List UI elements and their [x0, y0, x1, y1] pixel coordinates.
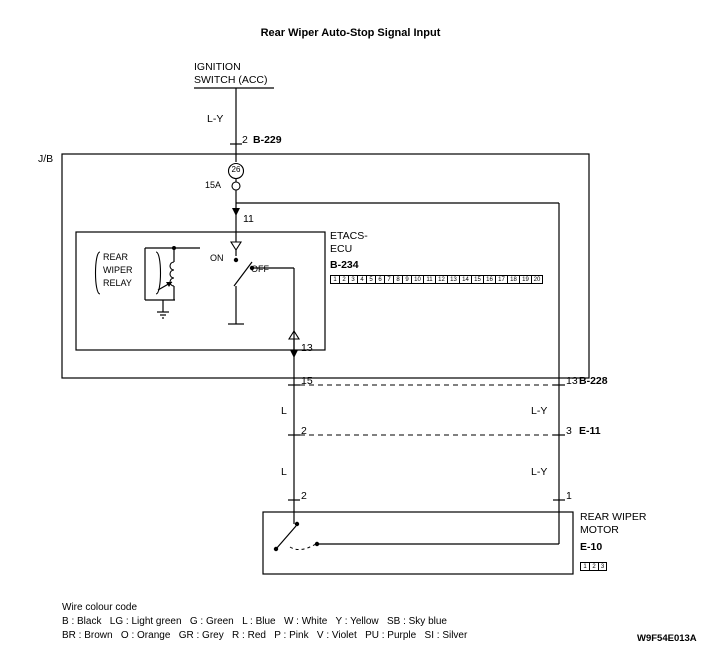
connector-pin: 17 [495, 275, 507, 284]
etacs-connector-label: B-234 [330, 259, 359, 271]
connector-pin: 5 [366, 275, 375, 284]
wire-label-l-2: L [281, 466, 287, 478]
junction-block-label: J/B [38, 153, 54, 165]
connector-pin: 11 [423, 275, 435, 284]
rear-wiper-motor-label-line2: MOTOR [580, 524, 619, 536]
connector-pin: 2 [339, 275, 348, 284]
pin-13-b228-label: 13 [566, 375, 578, 387]
connector-pin: 19 [519, 275, 531, 284]
rear-wiper-motor-label-line1: REAR WIPER [580, 511, 647, 523]
etacs-pin-13-label: 13 [301, 342, 313, 354]
pin-2-left-2-label: 2 [301, 490, 307, 502]
legend-row-2: BR : Brown O : Orange GR : Grey R : Red P : Pink V : Violet PU : Purple SI : Silver [62, 630, 468, 641]
fuse-rating-label: 15A [205, 180, 222, 190]
wire-label-ly-right-1: L-Y [531, 405, 548, 417]
connector-pin: 6 [375, 275, 384, 284]
connector-pin: 7 [384, 275, 393, 284]
pin-3-right-label: 3 [566, 425, 572, 437]
motor-connector-pinout [580, 562, 607, 571]
etacs-connector-pinout [330, 275, 543, 284]
wire-label-ly-top: L-Y [207, 113, 224, 125]
switch-on-label: ON [210, 253, 224, 263]
wire-label-l-1: L [281, 405, 287, 417]
connector-pin: 15 [471, 275, 483, 284]
connector-b229-pin: 2 [242, 134, 248, 146]
connector-pin: 3 [348, 275, 357, 284]
legend-heading: Wire colour code [62, 602, 138, 613]
page-title: Rear Wiper Auto-Stop Signal Input [260, 27, 441, 39]
legend-row-1: B : Black LG : Light green G : Green L : Blue W : White Y : Yellow SB : Sky blue [62, 616, 447, 627]
ignition-switch-label-line2: SWITCH (ACC) [194, 74, 268, 86]
connector-b229-label: B-229 [253, 134, 282, 146]
connector-pin: 12 [435, 275, 447, 284]
switch-off-label: OFF [251, 264, 269, 274]
etacs-ecu-label-line2: ECU [330, 243, 353, 255]
connector-pin: 1 [330, 275, 339, 284]
ignition-switch-label-line1: IGNITION [194, 61, 241, 73]
connector-pin: 9 [402, 275, 411, 284]
connector-pin: 2 [589, 562, 598, 571]
rear-wiper-relay-line2: WIPER [103, 265, 133, 275]
connector-pin: 8 [393, 275, 402, 284]
pin-15-label: 15 [301, 375, 313, 387]
motor-connector-label: E-10 [580, 541, 603, 553]
fuse-number-label: 26 [231, 165, 241, 174]
connector-pin: 13 [447, 275, 459, 284]
connector-pin: 3 [598, 562, 607, 571]
rear-wiper-relay-line1: REAR [103, 252, 129, 262]
pin-1-right-label: 1 [566, 490, 572, 502]
pin-2-left-1-label: 2 [301, 425, 307, 437]
connector-e11-label: E-11 [579, 425, 601, 437]
etacs-pin-11-label: 11 [243, 213, 254, 225]
connector-pin: 10 [411, 275, 423, 284]
etacs-ecu-label-line1: ETACS- [330, 230, 368, 242]
connector-pin: 20 [531, 275, 543, 284]
wire-label-ly-right-2: L-Y [531, 466, 548, 478]
connector-b228-label: B-228 [579, 375, 608, 387]
connector-pin: 16 [483, 275, 495, 284]
diagram-code: W9F54E013A [637, 633, 697, 644]
rear-wiper-relay-line3: RELAY [103, 278, 132, 288]
connector-pin: 1 [580, 562, 589, 571]
connector-pin: 14 [459, 275, 471, 284]
connector-pin: 18 [507, 275, 519, 284]
connector-pin: 4 [357, 275, 366, 284]
